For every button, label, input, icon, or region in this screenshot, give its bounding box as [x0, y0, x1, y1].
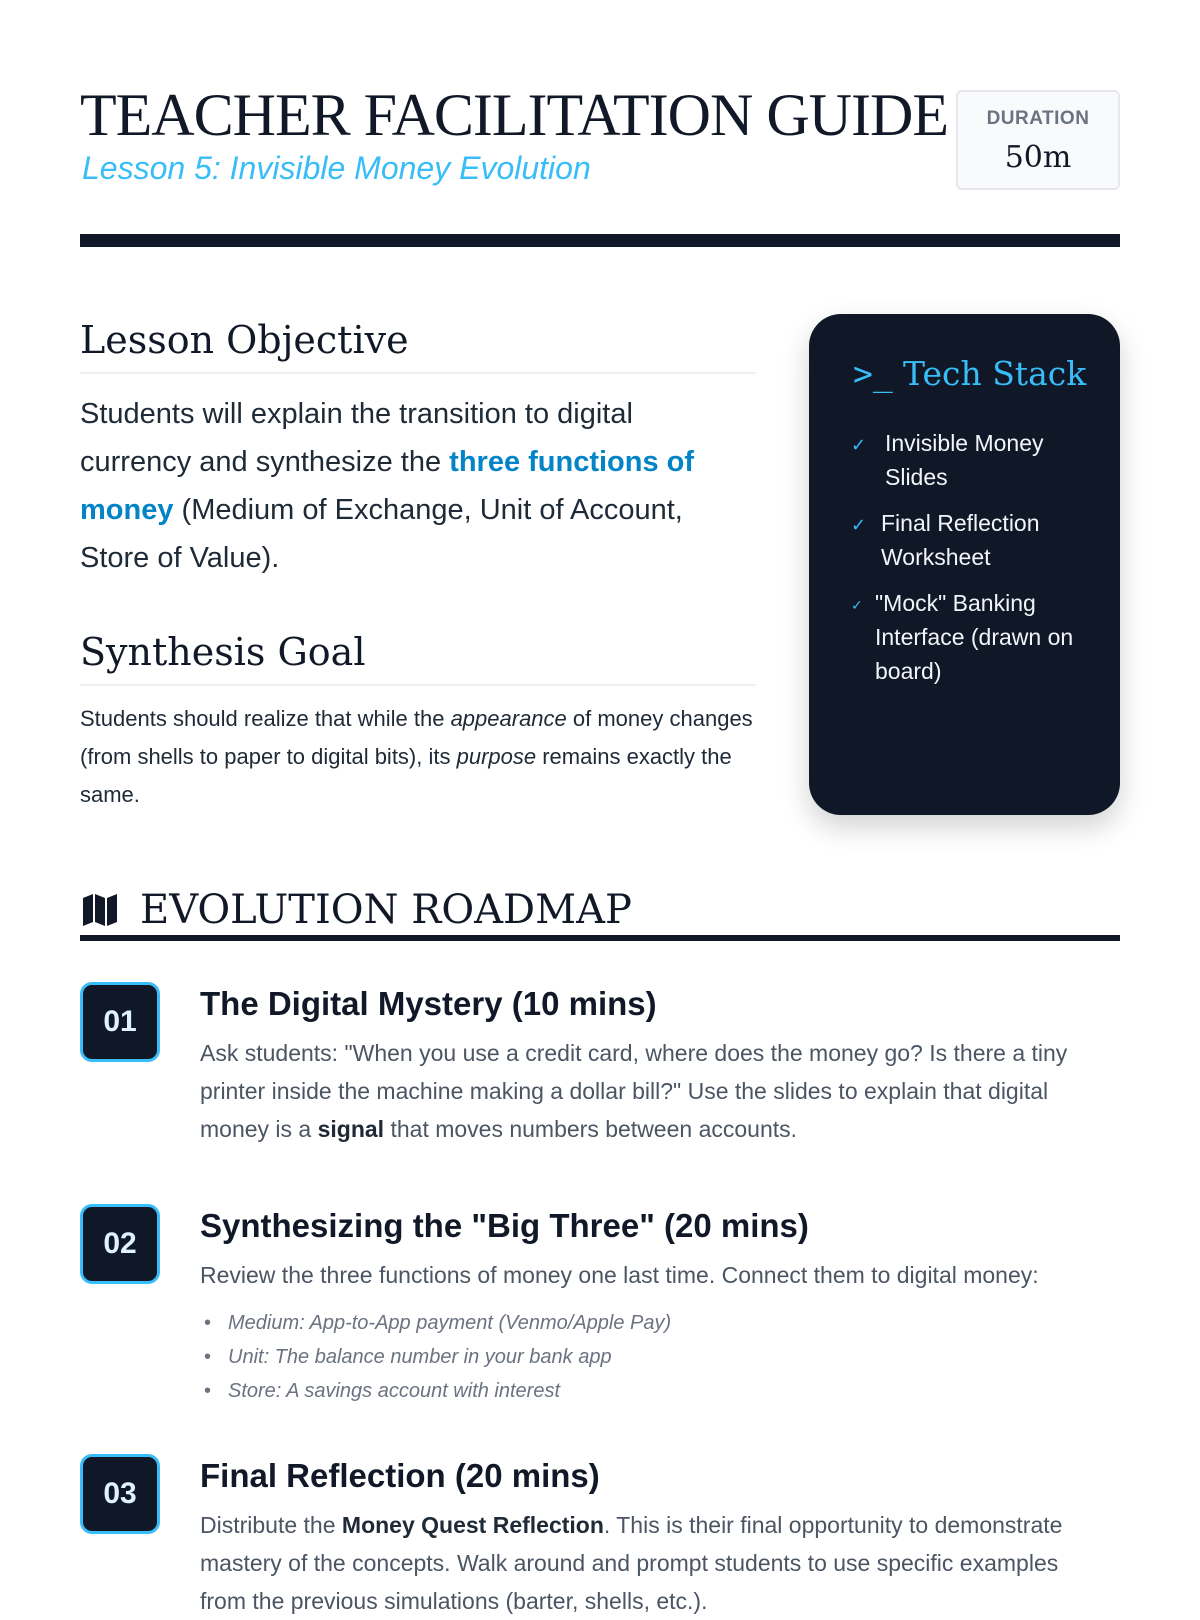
step-description: Review the three functions of money one last time. Connect them to digital money:	[200, 1262, 1039, 1288]
step-number-badge: 01	[80, 982, 160, 1062]
synthesis-emphasis-purpose: purpose	[456, 744, 537, 769]
duration-value: 50m	[1004, 140, 1072, 175]
objective-text-end: (Medium of Exchange, Unit of Account, Store of Value).	[80, 494, 683, 574]
tech-stack-item-label: Final Reflection Worksheet	[881, 510, 1040, 570]
page-title: TEACHER FACILITATION GUIDE	[80, 82, 948, 148]
tech-stack-item-label: "Mock" Banking Interface (drawn on board)	[875, 590, 1074, 684]
tech-stack-item	[851, 506, 1101, 574]
tech-stack-item-label: Invisible Money Slides	[885, 430, 1044, 490]
guide-header	[80, 80, 1120, 190]
step-description	[200, 1034, 1100, 1148]
map-icon	[82, 893, 118, 927]
objective-heading: Lesson Objective	[80, 318, 756, 374]
synthesis-part-1: Students should realize that while the	[80, 706, 451, 731]
list-item: • Unit: The balance number in your bank app	[200, 1340, 1000, 1374]
step-number-badge: 03	[80, 1454, 160, 1534]
synthesis-emphasis-appearance: appearance	[450, 706, 567, 731]
step-text: . This is their final opportunity to demonstrate mastery of the concepts. Walk around and prompt students to use specific examples from the previous simulations (barter, shells, etc.).	[200, 1512, 1063, 1614]
tech-stack-title-text: Tech Stack	[903, 354, 1087, 393]
synthesis-heading: Synthesis Goal	[80, 630, 756, 686]
tech-stack-title	[853, 354, 1086, 393]
objective-highlight: three functions of money	[80, 446, 695, 526]
step-text: Distribute the	[200, 1512, 342, 1538]
synthesis-part-2: of money changes (from shells to paper to digital bits), its	[80, 706, 753, 769]
roadmap-divider	[80, 935, 1120, 941]
duration-label: DURATION	[986, 108, 1090, 129]
step-number-badge: 02	[80, 1204, 160, 1284]
step-description	[200, 1506, 1100, 1620]
step-text: Ask students: "When you use a credit card, where does the money go? Is there a tiny printer inside the machine making a dollar bill?" Use the slides to explain that digital money is a	[200, 1040, 1068, 1142]
objective-text	[80, 390, 720, 582]
step-bold-text: signal	[317, 1116, 385, 1142]
terminal-icon: >_	[853, 354, 893, 393]
step-title: Synthesizing the "Big Three" (20 mins)	[200, 1207, 809, 1244]
objective-text-start: Students will explain the transition to digital currency and synthesize the	[80, 398, 633, 478]
step-text: that moves numbers between accounts.	[384, 1116, 798, 1142]
roadmap-header	[80, 885, 1120, 941]
step-bold-text: Money Quest Reflection	[341, 1512, 604, 1538]
tech-stack-item	[851, 586, 1101, 688]
tech-stack-item	[851, 426, 1101, 494]
tech-stack-card	[809, 314, 1120, 815]
roadmap-heading: EVOLUTION ROADMAP	[140, 887, 632, 933]
functions-list	[200, 1306, 1000, 1408]
header-divider	[80, 234, 1120, 247]
step-title: Final Reflection (20 mins)	[200, 1457, 600, 1494]
step-title: The Digital Mystery (10 mins)	[200, 985, 657, 1022]
list-item: • Medium: App-to-App payment (Venmo/Apple Pay)	[200, 1306, 1000, 1340]
synthesis-part-3: remains exactly the same.	[80, 744, 732, 807]
synthesis-text	[80, 700, 760, 814]
check-icon: ✓	[851, 597, 863, 613]
check-icon: ✓	[851, 515, 867, 535]
lesson-subtitle: Lesson 5: Invisible Money Evolution	[82, 150, 591, 186]
duration-box	[956, 90, 1120, 190]
list-item: • Store: A savings account with interest	[200, 1374, 1000, 1408]
check-icon: ✓	[851, 435, 867, 455]
